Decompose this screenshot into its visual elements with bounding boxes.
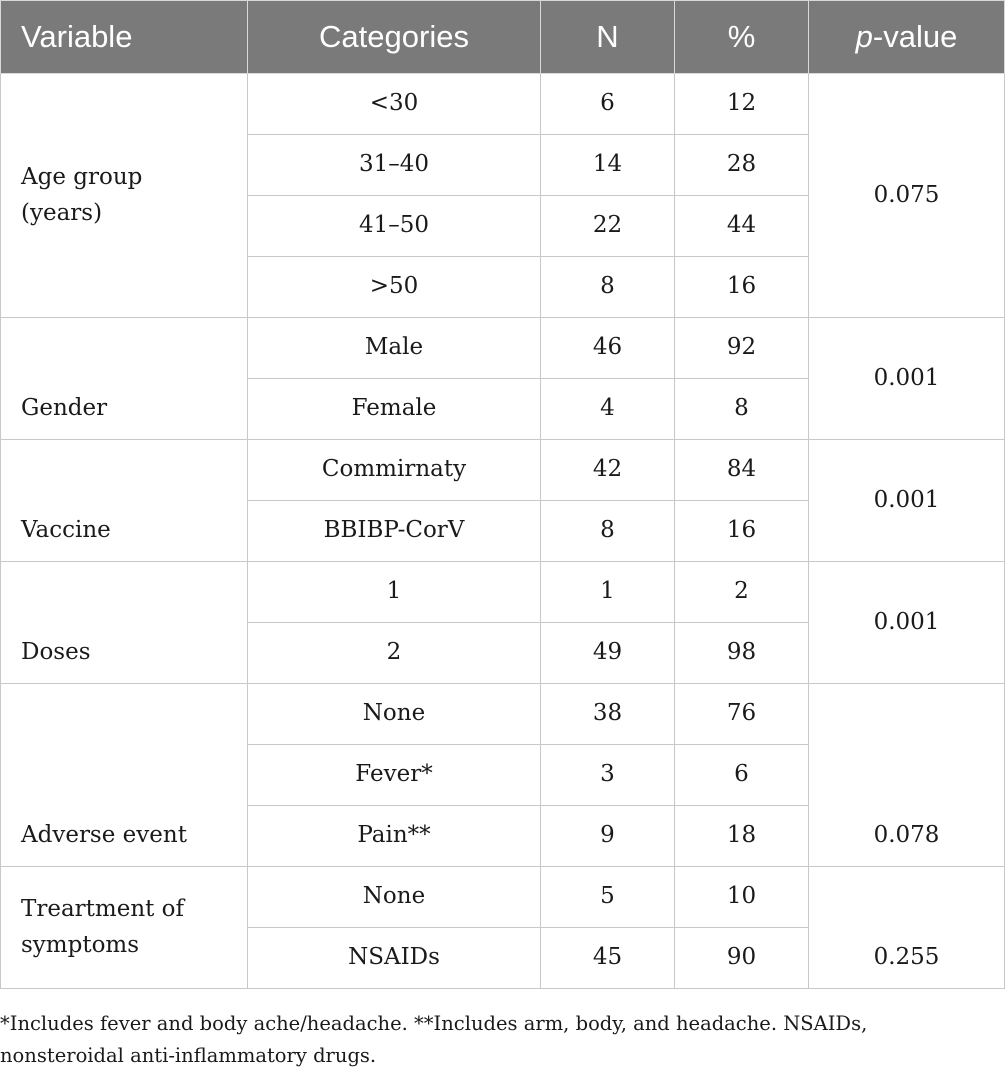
n-cell: 9 — [541, 806, 675, 867]
table-row — [1, 74, 1005, 135]
table-row — [1, 562, 1005, 623]
percent-cell: 44 — [675, 196, 809, 257]
percent-cell: 10 — [675, 867, 809, 928]
percent-cell: 28 — [675, 135, 809, 196]
category-cell: Commirnaty — [248, 440, 541, 501]
footnote-line: nonsteroidal anti-inflammatory drugs. — [0, 1044, 377, 1067]
percent-cell: 12 — [675, 74, 809, 135]
table-row — [1, 318, 1005, 379]
n-cell: 49 — [541, 623, 675, 684]
percent-cell: 98 — [675, 623, 809, 684]
n-cell: 22 — [541, 196, 675, 257]
variable-cell — [1, 867, 248, 989]
category-cell: NSAIDs — [248, 928, 541, 989]
variable-label: Age group — [21, 163, 143, 190]
percent-cell: 18 — [675, 806, 809, 867]
percent-cell: 16 — [675, 501, 809, 562]
p-value-cell: 0.078 — [809, 684, 1005, 867]
category-cell: None — [248, 867, 541, 928]
footnote-line: *Includes fever and body ache/headache. **Includes arm, body, and headache. NSAIDs, — [0, 1012, 868, 1035]
table-row — [1, 867, 1005, 928]
n-cell: 45 — [541, 928, 675, 989]
table-footnote — [0, 1008, 1000, 1072]
n-cell: 14 — [541, 135, 675, 196]
header-categories: Categories — [248, 1, 541, 74]
p-value-cell: 0.001 — [809, 562, 1005, 684]
category-cell: BBIBP-CorV — [248, 501, 541, 562]
header-percent: % — [675, 1, 809, 74]
category-cell: Male — [248, 318, 541, 379]
header-variable: Variable — [1, 1, 248, 74]
variable-label: (years) — [21, 199, 103, 226]
variable-cell — [1, 74, 248, 318]
category-cell: Female — [248, 379, 541, 440]
category-cell: 2 — [248, 623, 541, 684]
category-cell: 31–40 — [248, 135, 541, 196]
p-value-cell: 0.001 — [809, 440, 1005, 562]
category-cell: <30 — [248, 74, 541, 135]
n-cell: 5 — [541, 867, 675, 928]
variable-cell: Doses — [1, 562, 248, 684]
percent-cell: 84 — [675, 440, 809, 501]
header-p-value — [809, 1, 1005, 74]
n-cell: 8 — [541, 501, 675, 562]
header-row — [1, 1, 1005, 74]
percent-cell: 2 — [675, 562, 809, 623]
category-cell: None — [248, 684, 541, 745]
table-row — [1, 440, 1005, 501]
category-cell: 41–50 — [248, 196, 541, 257]
variable-label: Treartment of — [21, 895, 185, 922]
percent-cell: 76 — [675, 684, 809, 745]
n-cell: 4 — [541, 379, 675, 440]
header-n: N — [541, 1, 675, 74]
variable-cell: Adverse event — [1, 684, 248, 867]
table-row — [1, 684, 1005, 745]
category-cell: Fever* — [248, 745, 541, 806]
n-cell: 42 — [541, 440, 675, 501]
percent-cell: 92 — [675, 318, 809, 379]
n-cell: 46 — [541, 318, 675, 379]
n-cell: 8 — [541, 257, 675, 318]
percent-cell: 6 — [675, 745, 809, 806]
percent-cell: 8 — [675, 379, 809, 440]
percent-cell: 90 — [675, 928, 809, 989]
p-value-cell: 0.255 — [809, 867, 1005, 989]
category-cell: Pain** — [248, 806, 541, 867]
variable-cell: Vaccine — [1, 440, 248, 562]
category-cell: >50 — [248, 257, 541, 318]
category-cell: 1 — [248, 562, 541, 623]
p-value-cell: 0.001 — [809, 318, 1005, 440]
percent-cell: 16 — [675, 257, 809, 318]
n-cell: 1 — [541, 562, 675, 623]
variable-cell: Gender — [1, 318, 248, 440]
header-p-suffix: -value — [872, 19, 958, 54]
n-cell: 38 — [541, 684, 675, 745]
header-p-italic: p — [855, 19, 873, 54]
n-cell: 3 — [541, 745, 675, 806]
p-value-cell: 0.075 — [809, 74, 1005, 318]
n-cell: 6 — [541, 74, 675, 135]
variable-label: symptoms — [21, 931, 140, 958]
